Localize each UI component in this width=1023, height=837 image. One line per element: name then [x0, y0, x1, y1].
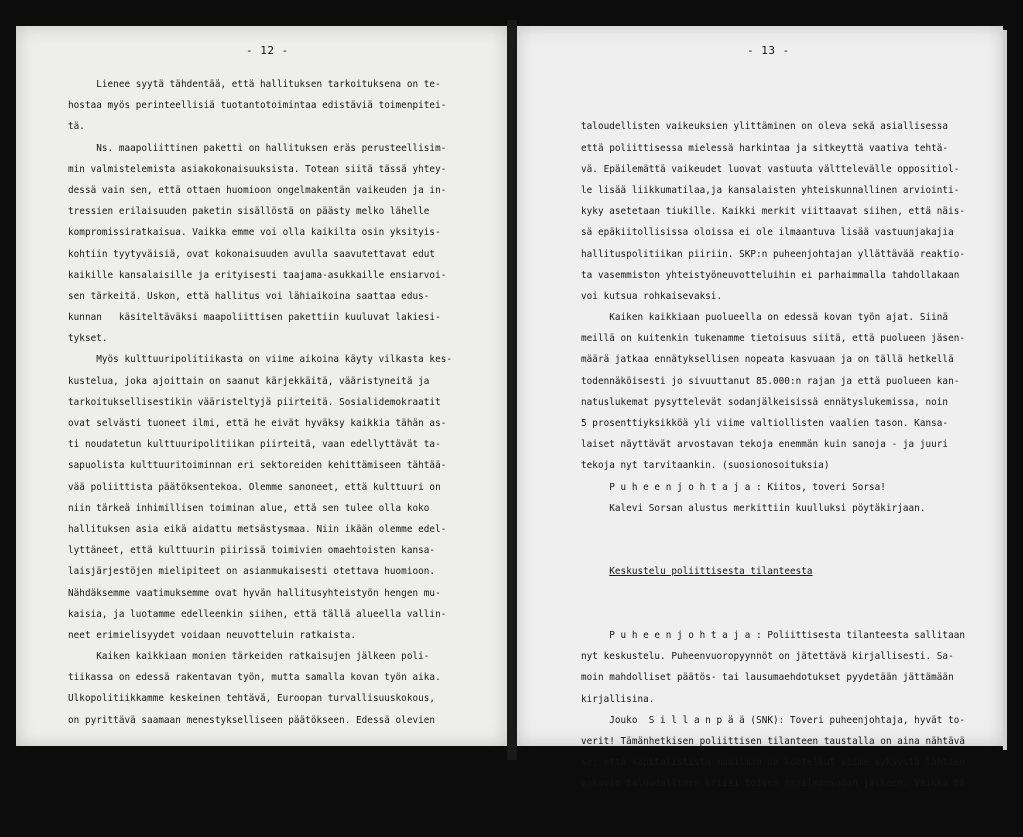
text-line: natuslukemat pysyttelevät sodanjälkeisissä ennätyslukemissa, noin	[581, 396, 949, 408]
text-line: sen tärkeitä. Uskon, että hallitus voi lähiaikoina saattaa edus-	[68, 290, 430, 302]
text-line: vää poliittista päätöksentekoa. Olemme sanoneet, että kulttuuri on	[68, 481, 441, 493]
text-line: kunnan käsiteltäväksi maapoliittisen pakettiin kuuluvat lakiesi-	[68, 312, 441, 324]
text-line: tressien erilaisuuden paketin sisällöstä on päästy melko lähelle	[68, 206, 430, 218]
left-page	[16, 26, 507, 746]
book-gutter	[507, 20, 517, 760]
right-page-body	[581, 74, 971, 837]
text-line: kyky asetetaan tiukille. Kaikki merkit viittaavat siihen, että näis-	[581, 206, 966, 218]
text-line: Kaiken kaikkiaan monien tärkeiden ratkaisujen jälkeen poli-	[68, 651, 430, 663]
text-line: todennäköisesti jo sivuuttanut 85.000:n rajan ja että puolueen kan-	[581, 375, 960, 387]
text-line: hallituspolitiikan piiriin. SKP:n puheenjohtajan yllättävää reaktio-	[581, 248, 966, 260]
text-line: Ns. maapoliittinen paketti on hallituksen eräs perusteellisim-	[68, 142, 447, 154]
left-page-body	[68, 74, 452, 731]
text-line: tä.	[68, 121, 85, 133]
text-line: vakavin taloudellinen kriisi toisen maailmansodan jälkeen. Vaikka tä-	[581, 778, 971, 790]
text-line: vä. Epäilemättä vaikeudet luovat vastuuta välttelevälle oppositiol-	[581, 163, 960, 175]
text-line: verit! Tämänhetkisen poliittisen tilanteen taustalla on aina nähtävä	[581, 735, 966, 747]
text-line: Myös kulttuuripolitiikasta on viime aikoina käyty vilkasta kes-	[68, 354, 453, 366]
left-page-number: - 12 -	[246, 44, 289, 57]
text-line: kaikille kansalaisille ja erityisesti taajama-asukkaille ensiarvoi-	[68, 269, 447, 281]
text-line: meillä on kuitenkin tukenamme tietoisuus siitä, että puolueen jäsen-	[581, 333, 966, 345]
right-page-text-before-heading	[581, 116, 971, 519]
text-line: kirjallisina.	[581, 693, 655, 705]
text-line: Lienee syytä tähdentää, että hallituksen tarkoituksena on te-	[68, 79, 441, 90]
text-line: taloudellisten vaikeuksien ylittäminen on oleva sekä asiallisessa	[581, 121, 949, 133]
text-line: kompromissiratkaisua. Vaikka emme voi olla kaikilta osin yksityis-	[68, 227, 441, 239]
text-line: P u h e e n j o h t a j a : Poliittisesta tilanteesta sallitaan	[581, 629, 966, 641]
text-line: Nähdäksemme vaatimuksemme ovat hyvän hallitusyhteistyön hengen mu-	[68, 587, 441, 599]
text-line: kaisia, ja luotamme edelleenkin siihen, että tällä alueella vallin-	[68, 608, 447, 620]
text-line: tekoja nyt tarvitaankin. (suosionosoituksia)	[581, 460, 830, 472]
text-line: Kalevi Sorsan alustus merkittiin kuulluksi pöytäkirjaan.	[581, 502, 926, 514]
text-line: voi kutsua rohkaisevaksi.	[581, 290, 723, 302]
text-line: laisjärjestöjen mielipiteet on asianmukaisesti otettava huomioon.	[68, 566, 436, 578]
text-line: 5 prosenttiyksikköä yli viime valtiollisten vaalien tason. Kansa-	[581, 418, 949, 430]
right-page	[517, 26, 1003, 790]
text-line: ovat selvästi tuoneet ilmi, että he eivät hyväksy kaikkia tähän as-	[68, 418, 447, 429]
text-line: tiikassa on edessä rakentavan työn, mutta samalla kovan työn aika.	[68, 672, 441, 684]
text-line: tykset.	[68, 333, 108, 345]
text-line: tarkoituksellisestikin vääristeltyjä piirteitä. Sosialidemokraatit	[68, 396, 441, 408]
text-line: dessä vain sen, että ottaen huomioon ongelmakentän vaikeuden ja in-	[68, 184, 447, 196]
right-page-text-after-heading	[581, 625, 971, 795]
text-line: niin tärkeä inhimillisen toiminan alue, että sen tulee olla koko	[68, 502, 430, 514]
text-line: hallituksen asia eikä aidattu metsästysmaa. Niin ikään olemme edel-	[68, 523, 447, 535]
text-line: Kaiken kaikkiaan puolueella on edessä kovan työn ajat. Siinä	[581, 312, 949, 324]
section-heading-text: Keskustelu poliittisesta tilanteesta	[609, 566, 813, 578]
text-line: määrä jatkaa ennätyksellisen nopeata kasvuaan ja on tällä hetkellä	[581, 354, 954, 366]
text-line: hostaa myös perinteellisiä tuotantotoimintaa edistäviä toimenpitei-	[68, 100, 447, 112]
text-line: että poliittisessa mielessä harkintaa ja sitkeyttä vaativa tehtä-	[581, 142, 949, 154]
text-line: min valmistelemista asiakokonaisuuksista. Totean siitä tässä yhtey-	[68, 163, 447, 175]
text-line: kustelua, joka ajoittain on saanut kärjekkäitä, vääristyneitä ja	[68, 375, 430, 387]
text-line: lyttäneet, että kulttuurin piirissä toimivien omaehtoisten kansa-	[68, 545, 436, 557]
text-line: ti noudatetun kulttuuripolitiikan piirteitä, vaan edellyttävät ta-	[68, 439, 441, 451]
text-line: neet erimielisyydet voidaan neuvotteluin ratkaista.	[68, 629, 357, 641]
text-line: se, että kapitalistista maailmaa on koetellut viime syksystä lähtien	[581, 757, 966, 769]
text-line: on pyrittävä saamaan menestykselliseen päätökseen. Edessä olevien	[68, 714, 436, 726]
text-line: sä epäkiitollisissa oloissa ei ole ilmaantuva lisää vastuunjakajia	[581, 227, 954, 239]
text-line: P u h e e n j o h t a j a : Kiitos, toveri Sorsa!	[581, 481, 886, 493]
text-line: Ulkopolitiikkamme keskeinen tehtävä, Euroopan turvallisuuskokous,	[68, 693, 436, 705]
page-edge	[1003, 30, 1007, 750]
text-line: laiset näyttävät arvostavan tekoja enemmän kuin sanoja - ja juuri	[581, 439, 949, 451]
text-line: moin mahdolliset päätös- tai lausumaehdotukset pyydetään jättämään	[581, 672, 954, 684]
section-heading	[581, 561, 971, 582]
text-line: sapuolista kulttuuritoiminnan eri sektoreiden kehittämiseen tähtää-	[68, 460, 447, 472]
text-line: kohtiin tyytyväisiä, ovat kokonaisuuden avulla saavutettavat edut	[68, 248, 436, 260]
text-line: ta vasemmiston yhteistyöneuvotteluihin ei parhaimmalla tahdollakaan	[581, 269, 960, 281]
text-line: nyt keskustelu. Puheenvuoropyynnöt on jätettävä kirjallisesti. Sa-	[581, 651, 954, 663]
text-line: le lisää liikkumatilaa,ja kansalaisten yhteiskunnallinen arviointi-	[581, 184, 960, 196]
text-line: Jouko S i l l a n p ä ä (SNK): Toveri puheenjohtaja, hyvät to-	[581, 714, 966, 726]
right-page-number: - 13 -	[747, 44, 790, 57]
